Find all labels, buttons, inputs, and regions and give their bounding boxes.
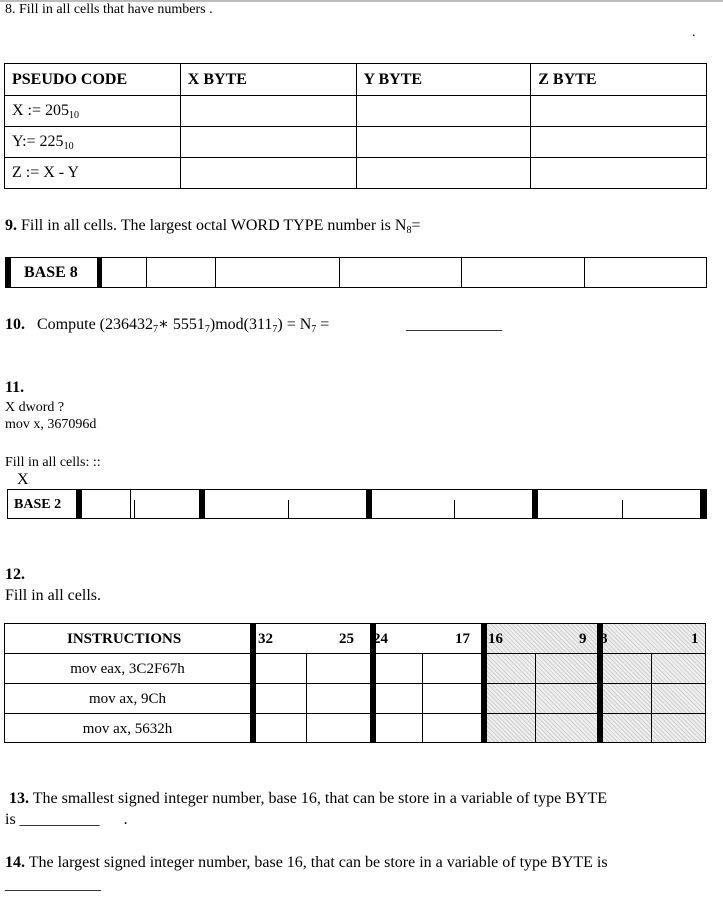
- pseudo-code-cell: Y:= $225_{10}$: [5, 127, 181, 158]
- bit-label-9: 9: [579, 631, 587, 647]
- base2-label: BASE 2: [14, 497, 62, 512]
- x-byte-cell[interactable]: [180, 158, 356, 189]
- bit-tick: [622, 500, 623, 518]
- instruction-row: mov eax, 3C2F67h: [70, 661, 185, 677]
- q13-question: 13. The smallest signed integer number, base 16, that can be store in a variable of type BYTE: [9, 790, 607, 807]
- bit-label-16: 16: [488, 631, 503, 647]
- q11-number: 11.: [5, 379, 25, 396]
- bit-label-24: 24: [373, 631, 388, 647]
- q8-title: 8. Fill in all cells that have numbers .: [5, 2, 213, 17]
- base8-label: BASE 8: [6, 258, 102, 287]
- instructions-header: INSTRUCTIONS: [67, 631, 182, 647]
- q10-question: 10. Compute ($236432_7∗$ $5551_7)mod(311_7) = N_7$ =: [5, 316, 330, 335]
- y-byte-cell[interactable]: [356, 96, 531, 127]
- byte-divider: [366, 490, 372, 518]
- byte-divider: [481, 624, 487, 742]
- header-y-byte: Y BYTE: [356, 64, 531, 96]
- stray-dot: .: [692, 25, 696, 40]
- q11-line1: X dword ?: [5, 400, 65, 415]
- q14-question: 14. The largest signed integer number, base 16, that can be store in a variable of type BYTE is: [5, 854, 608, 871]
- instruction-row: mov ax, 9Ch: [88, 691, 167, 707]
- byte-divider: [700, 490, 706, 518]
- header-pseudo-code: PSEUDO CODE: [5, 64, 181, 96]
- q12-fill-instruction: Fill in all cells.: [5, 587, 101, 604]
- bit-label-32: 32: [258, 631, 273, 647]
- z-byte-cell[interactable]: [531, 127, 707, 158]
- cell-divider: [215, 258, 216, 287]
- byte-divider: [76, 490, 82, 518]
- y-byte-cell[interactable]: [356, 158, 531, 189]
- z-byte-cell[interactable]: [531, 158, 707, 189]
- nibble-divider: [422, 653, 423, 742]
- q13-line2: is __________ .: [5, 811, 128, 828]
- y-byte-cell[interactable]: [356, 127, 531, 158]
- bit-label-8: 8: [600, 631, 608, 647]
- bit-label-1: 1: [691, 631, 699, 647]
- base2-row: [7, 489, 707, 519]
- q9-question: 9. Fill in all cells. The largest octal WORD TYPE number is $N_8=$: [5, 217, 421, 236]
- q10-answer-blank[interactable]: ____________: [406, 316, 502, 333]
- bit-tick: [134, 500, 135, 518]
- nibble-divider: [651, 653, 652, 742]
- q13-answer-blank[interactable]: __________: [19, 811, 100, 828]
- x-byte-cell[interactable]: [180, 127, 356, 158]
- bit-label-25: 25: [339, 631, 354, 647]
- base8-row: [5, 257, 707, 288]
- cell-divider: [339, 258, 340, 287]
- bit-tick: [288, 500, 289, 518]
- header-x-byte: X BYTE: [180, 64, 356, 96]
- cell-divider: [461, 258, 462, 287]
- instruction-row: mov ax, 5632h: [82, 721, 173, 737]
- pseudo-code-cell: Z := X - Y: [5, 158, 181, 189]
- x-byte-cell[interactable]: [180, 96, 356, 127]
- byte-divider: [199, 490, 205, 518]
- nibble-divider: [306, 653, 307, 742]
- pseudo-code-cell: X := $205_{10}$: [5, 96, 181, 127]
- byte-divider: [250, 624, 256, 742]
- nibble-divider: [130, 490, 131, 518]
- z-byte-cell[interactable]: [531, 96, 707, 127]
- q12-number: 12.: [5, 566, 25, 583]
- q8-table: [4, 63, 707, 189]
- bit-label-17: 17: [455, 631, 470, 647]
- q12-table: [4, 623, 706, 743]
- header-z-byte: Z BYTE: [531, 64, 707, 96]
- nibble-divider: [535, 653, 536, 742]
- cell-divider: [584, 258, 585, 287]
- q11-fill-instruction: Fill in all cells: ::: [5, 455, 101, 470]
- q11-variable-label: X: [17, 471, 29, 488]
- q14-answer-blank[interactable]: ____________: [5, 876, 101, 893]
- cell-divider: [146, 258, 147, 287]
- q11-line2: mov x, 367096d: [5, 417, 97, 432]
- byte-divider: [532, 490, 538, 518]
- bit-tick: [454, 500, 455, 518]
